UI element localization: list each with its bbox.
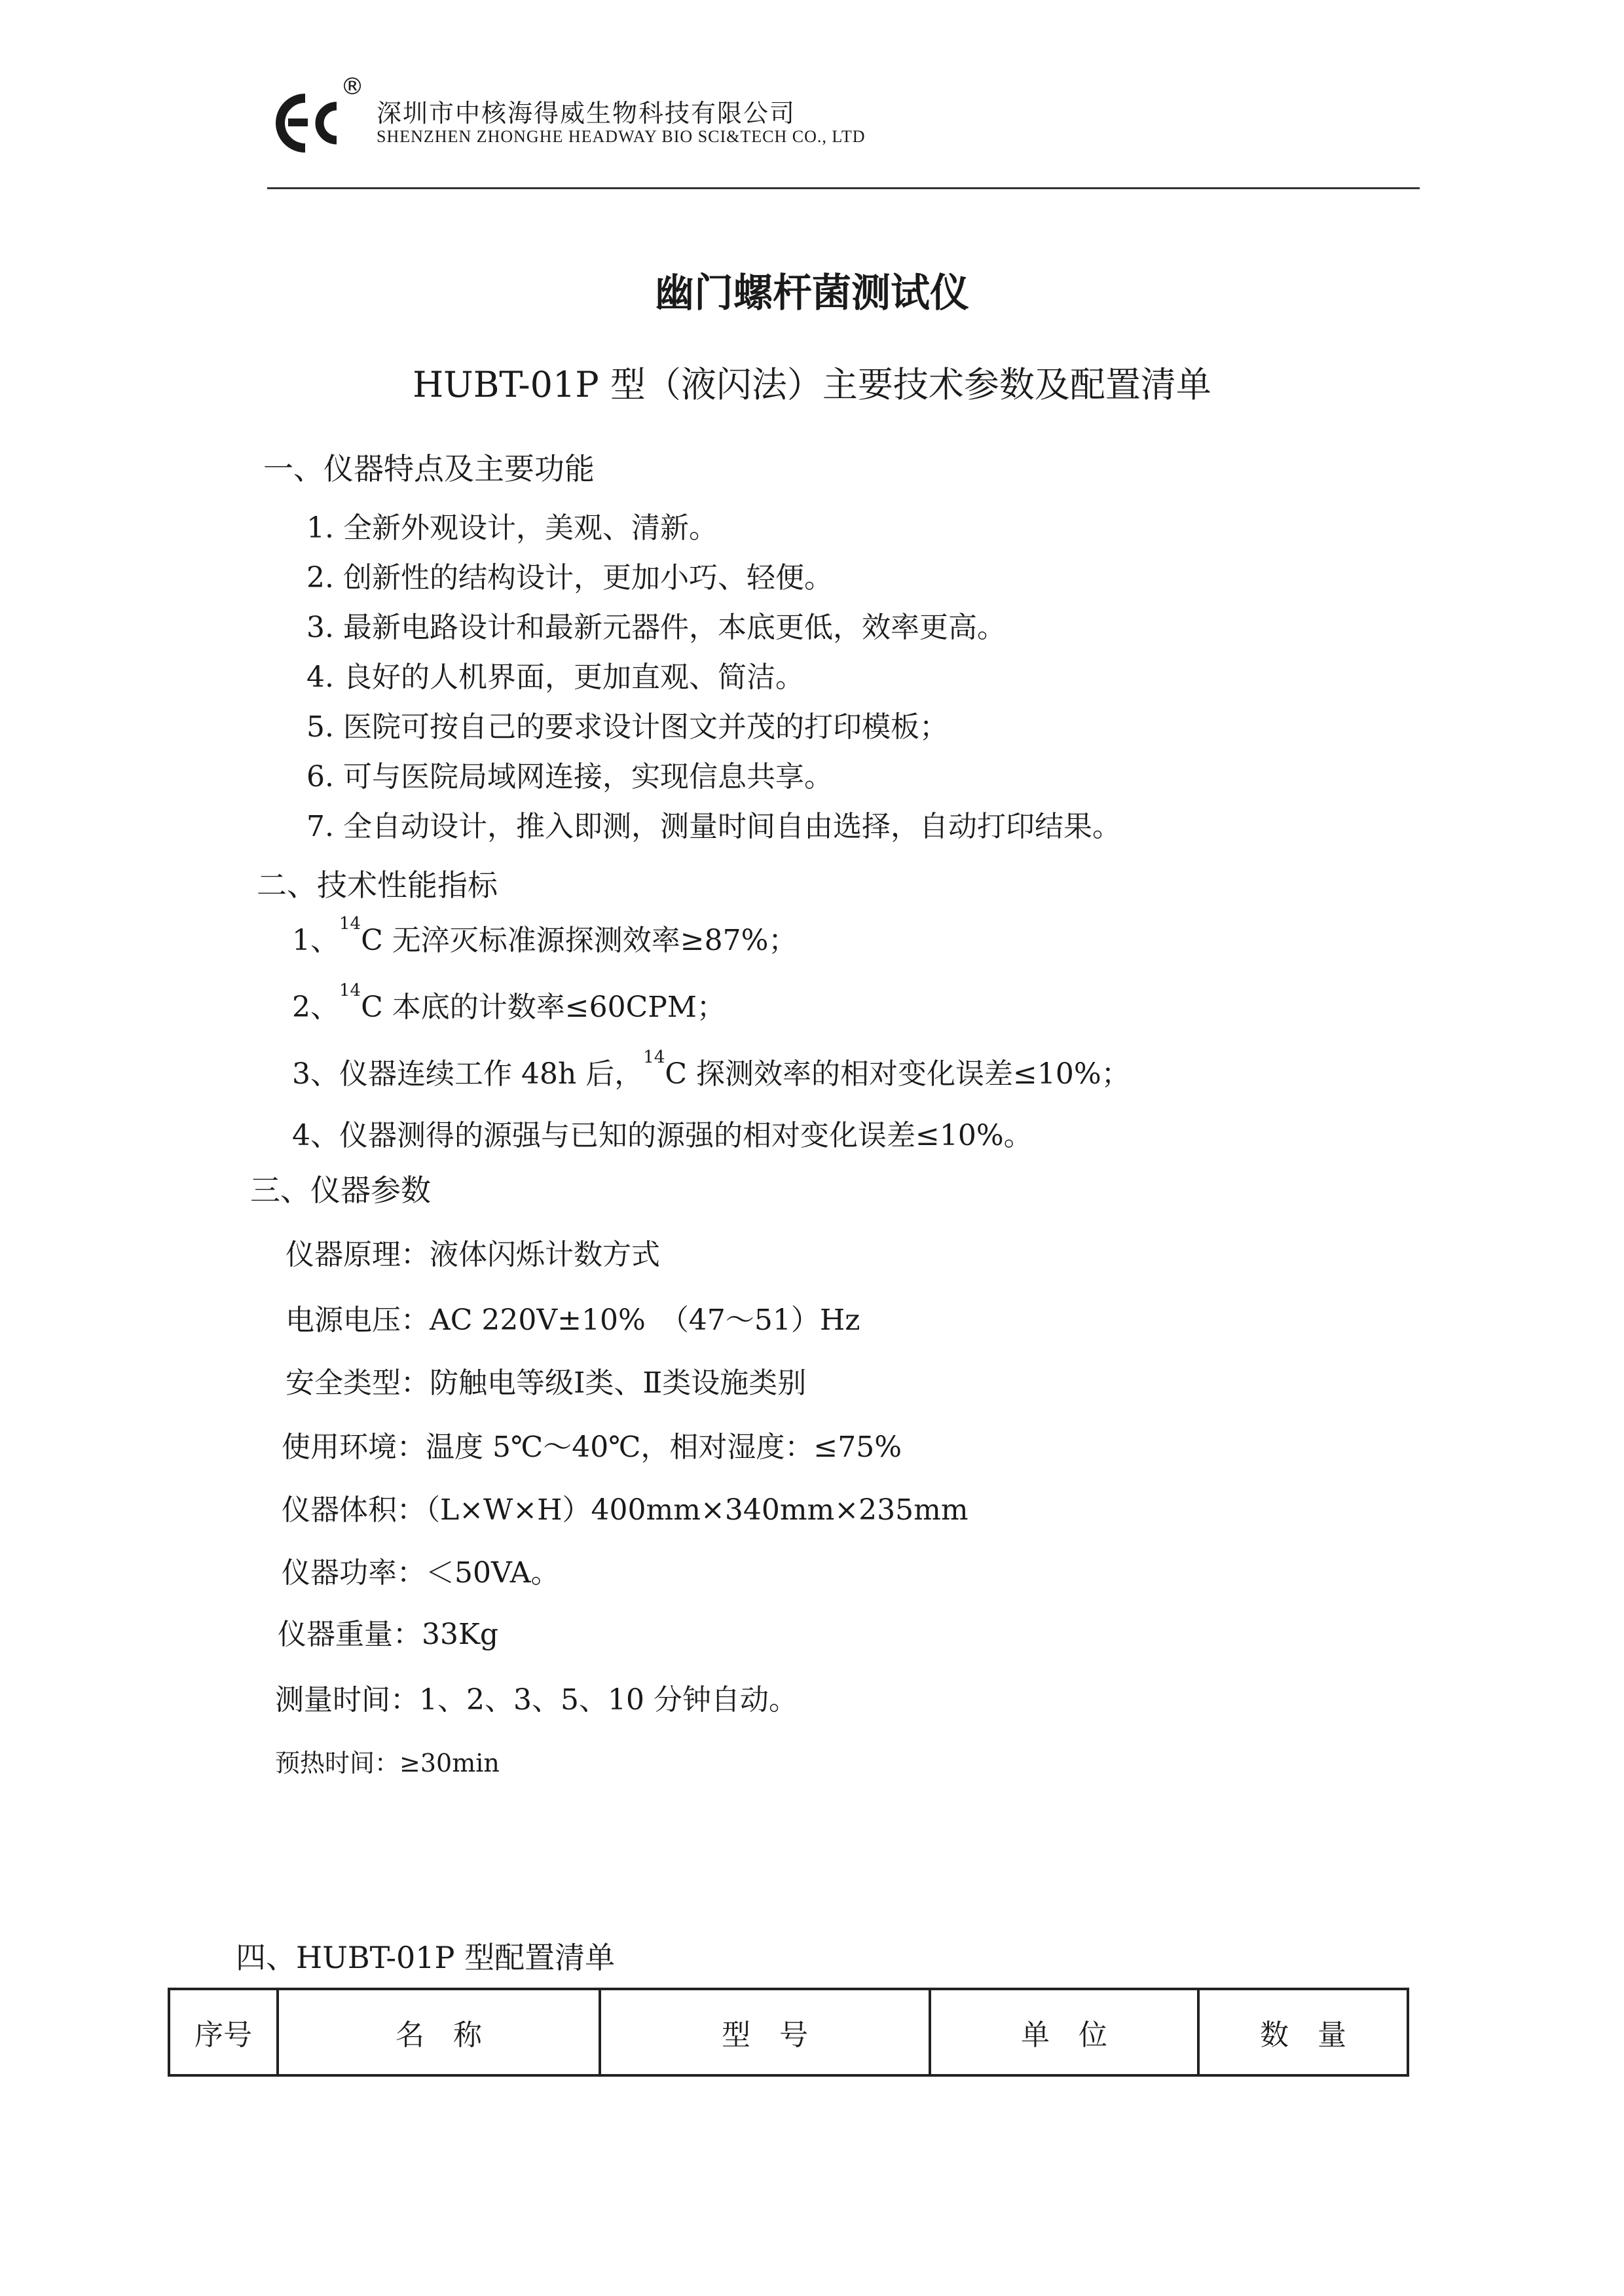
company-name-en: SHENZHEN ZHONGHE HEADWAY BIO SCI&TECH CO., LTD	[377, 127, 866, 146]
feature-item: 7. 全自动设计，推入即测，测量时间自由选择，自动打印结果。	[306, 810, 1121, 843]
header-divider	[267, 187, 1420, 189]
section4-heading: 四、HUBT-01P 型配置清单	[236, 1940, 616, 1975]
param-item: 仪器体积：（L×W×H）400mm×340mm×235mm	[282, 1493, 969, 1527]
document-subtitle: HUBT-01P 型（液闪法）主要技术参数及配置清单	[413, 364, 1211, 405]
param-item: 仪器功率：＜50VA。	[282, 1556, 560, 1590]
param-item: 仪器重量：33Kg	[278, 1618, 499, 1651]
column-header: 名 称	[278, 1989, 600, 2075]
param-item: 测量时间：1、2、3、5、10 分钟自动。	[275, 1683, 798, 1717]
param-item: 仪器原理：液体闪烁计数方式	[286, 1238, 660, 1271]
spec-item: 2、$^{14}$C 本底的计数率≤60CPM；	[292, 981, 726, 1024]
feature-item: 3. 最新电路设计和最新元器件，本底更低，效率更高。	[306, 611, 1006, 644]
section1-heading: 一、仪器特点及主要功能	[263, 451, 595, 486]
section2-heading: 二、技术性能指标	[257, 867, 498, 903]
param-item: 安全类型：防触电等级Ⅰ类、Ⅱ类设施类别	[286, 1366, 807, 1400]
feature-item: 5. 医院可按自己的要求设计图文并茂的打印模板；	[306, 710, 948, 744]
column-header: 数 量	[1198, 1989, 1408, 2075]
company-name-cn: 深圳市中核海得威生物科技有限公司	[377, 99, 796, 128]
spec-item: 3、仪器连续工作 48h 后，$^{14}$C 探测效率的相对变化误差≤10%；	[292, 1048, 1130, 1091]
document-title: 幽门螺杆菌测试仪	[655, 270, 969, 316]
spec-item: 1、$^{14}$C 无淬灭标准源探测效率≥87%；	[292, 914, 798, 957]
column-header: 序号	[169, 1989, 278, 2075]
param-item: 预热时间：≥30min	[275, 1749, 500, 1777]
param-item: 电源电压：AC 220V±10% （47～51）Hz	[286, 1303, 860, 1337]
table-header-row	[169, 1989, 1408, 2075]
column-header: 单 位	[930, 1989, 1198, 2075]
param-item: 使用环境：温度 5℃～40℃，相对湿度：≤75%	[282, 1430, 902, 1464]
section3-heading: 三、仪器参数	[250, 1173, 431, 1208]
spec-item: 4、仪器测得的源强与已知的源强的相对变化误差≤10%。	[292, 1119, 1033, 1152]
column-header: 型 号	[600, 1989, 930, 2075]
ec-logo-icon	[274, 90, 339, 156]
feature-item: 6. 可与医院局域网连接，实现信息共享。	[306, 760, 833, 793]
feature-item: 4. 良好的人机界面，更加直观、简洁。	[306, 661, 804, 694]
configuration-table	[168, 1988, 1409, 2077]
feature-item: 2. 创新性的结构设计，更加小巧、轻便。	[306, 561, 833, 594]
feature-item: 1. 全新外观设计，美观、清新。	[306, 511, 718, 545]
registered-mark: ®	[341, 73, 364, 100]
